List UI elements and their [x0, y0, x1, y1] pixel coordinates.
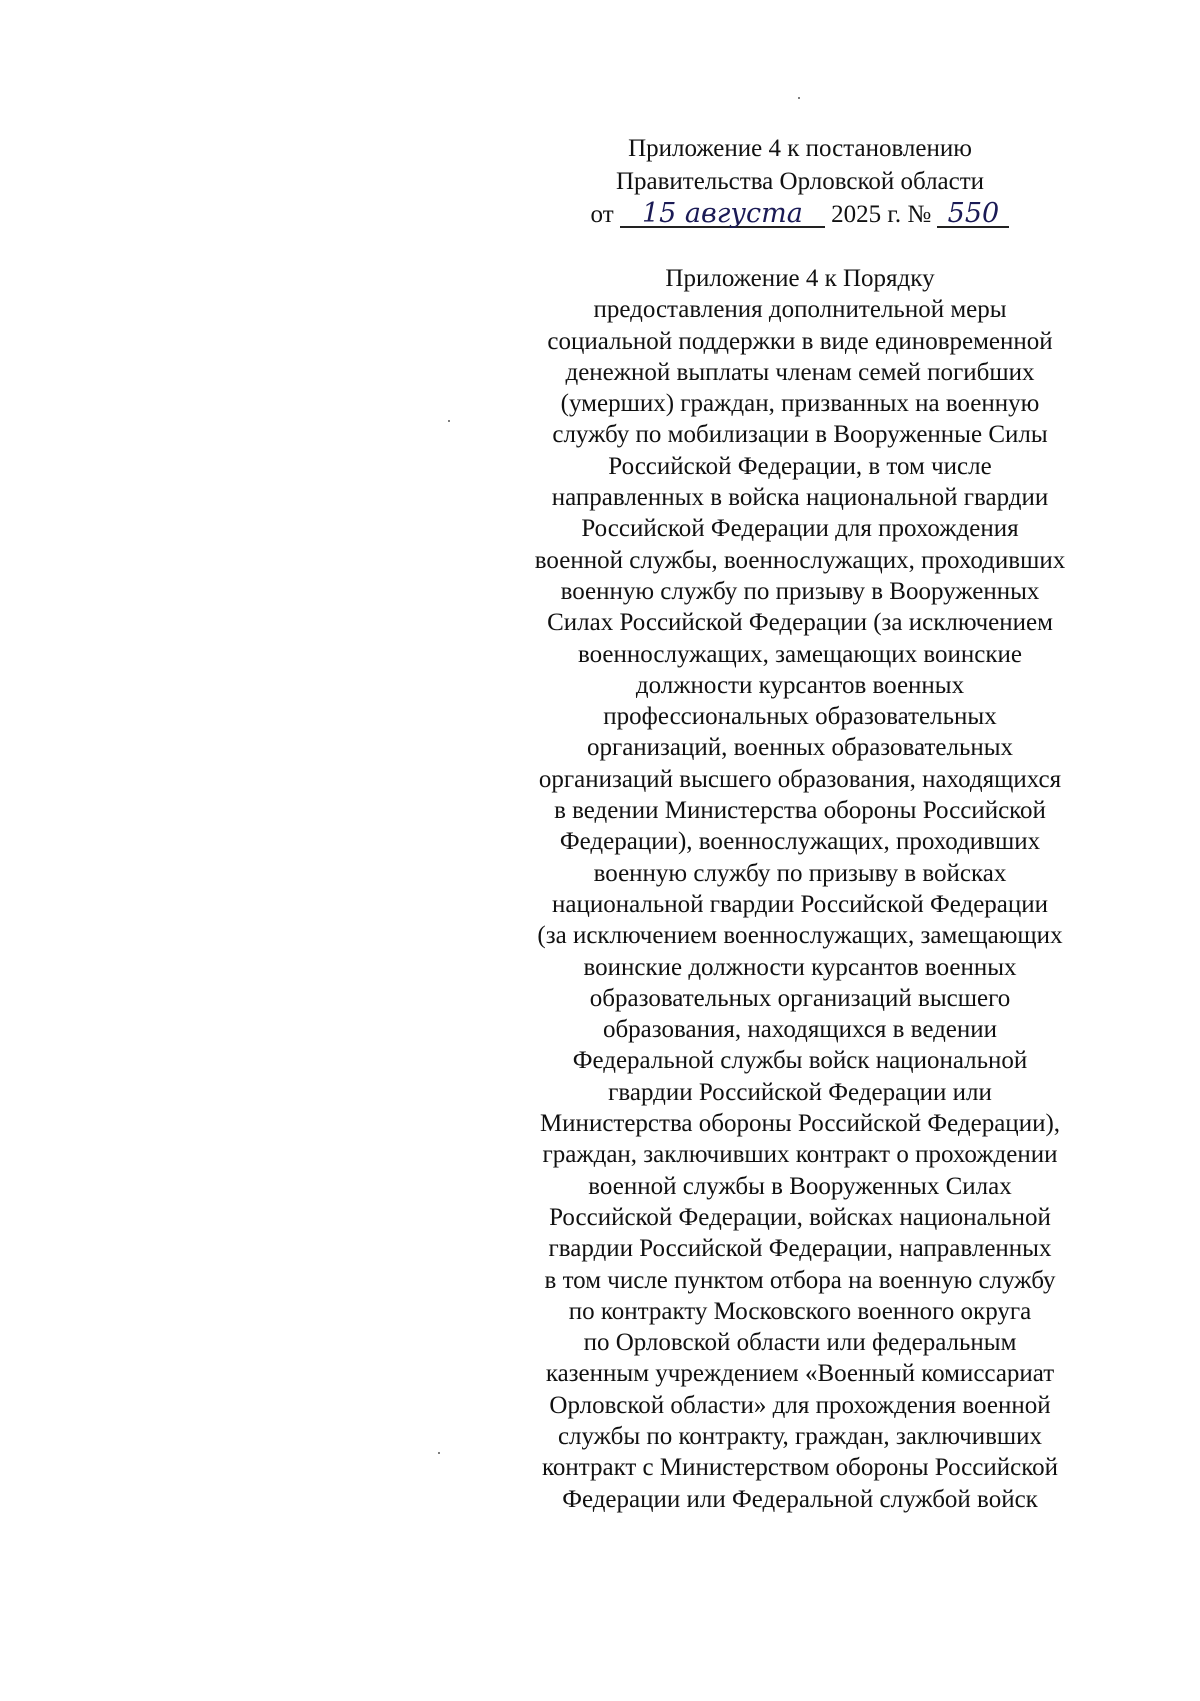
appendix-line: направленных в войска национальной гвардии — [551, 484, 1049, 512]
appendix-line: военной службы в Вооруженных Силах — [588, 1172, 1012, 1200]
scan-speck — [448, 420, 450, 422]
appendix-line: Министерства обороны Российской Федерации), — [539, 1110, 1061, 1138]
appendix-line: службу по мобилизации в Вооруженные Силы — [552, 421, 1048, 449]
handwritten-number: 550 — [937, 202, 1009, 228]
appendix-line: гвардии Российской Федерации, направленных — [548, 1235, 1052, 1263]
appendix-line: военную службу по призыву в Вооруженных — [560, 577, 1040, 605]
appendix-line: Федерации), военнослужащих, проходивших — [559, 828, 1041, 856]
appendix-line: Федерации или Федеральной службой войск — [562, 1485, 1038, 1513]
appendix-line: военнослужащих, замещающих воинские — [577, 640, 1023, 668]
appendix-line: предоставления дополнительной меры — [593, 296, 1007, 324]
appendix-line: Российской Федерации, в том числе — [608, 452, 992, 480]
appendix-line: Российской Федерации для прохождения — [581, 515, 1019, 543]
appendix-line: Российской Федерации, войсках национальной — [549, 1203, 1051, 1231]
year-number-label: 2025 г. № — [831, 201, 932, 228]
appendix-line: военной службы, военнослужащих, проходивших — [534, 546, 1066, 574]
appendix-line: образовательных организаций высшего — [589, 984, 1011, 1012]
appendix-line: Силах Российской Федерации (за исключением — [547, 609, 1053, 637]
header-line-2: Правительства Орловской области — [615, 168, 985, 195]
appendix-line: Федеральной службы войск национальной — [572, 1047, 1028, 1075]
scan-speck — [798, 97, 800, 99]
appendix-line: по контракту Московского военного округа — [568, 1297, 1032, 1325]
appendix-line: денежной выплаты членам семей погибших — [565, 358, 1035, 386]
date-prefix: от — [590, 201, 614, 228]
scan-speck — [438, 1452, 440, 1454]
appendix-line: организаций, военных образовательных — [586, 734, 1014, 762]
appendix-line: образования, находящихся в ведении — [602, 1016, 998, 1044]
appendix-line: военную службу по призыву в войсках — [593, 859, 1007, 887]
appendix-line: граждан, заключивших контракт о прохождении — [542, 1141, 1058, 1169]
appendix-line: организаций высшего образования, находящихся — [538, 765, 1062, 793]
appendix-line: национальной гвардии Российской Федерации — [551, 890, 1049, 918]
appendix-line: по Орловской области или федеральным — [583, 1329, 1017, 1357]
appendix-line: профессиональных образовательных — [603, 703, 997, 731]
appendix-line: должности курсантов военных — [635, 671, 965, 699]
appendix-line: социальной поддержки в виде единовременной — [547, 327, 1053, 355]
appendix-line: в ведении Министерства обороны Российской — [554, 797, 1046, 825]
header-date-line — [560, 198, 1040, 231]
appendix-line: (умерших) граждан, призванных на военную — [560, 390, 1040, 418]
resolution-header — [560, 132, 1040, 231]
appendix-line: воинские должности курсантов военных — [583, 953, 1017, 981]
appendix-line: службы по контракту, граждан, заключивших — [557, 1422, 1043, 1450]
appendix-line: контракт с Министерством обороны Российской — [541, 1454, 1058, 1482]
appendix-line: гвардии Российской Федерации или — [608, 1078, 992, 1106]
appendix-title-block — [500, 263, 1100, 1515]
appendix-line: в том числе пунктом отбора на военную службу — [544, 1266, 1056, 1294]
appendix-line: Приложение 4 к Порядку — [665, 265, 935, 292]
appendix-line: казенным учреждением «Военный комиссариат — [545, 1360, 1055, 1388]
header-line-1: Приложение 4 к постановлению — [628, 135, 972, 162]
appendix-line: (за исключением военнослужащих, замещающих — [537, 922, 1063, 950]
appendix-line: Орловской области» для прохождения военной — [549, 1391, 1051, 1419]
handwritten-date: 15 августа — [620, 202, 825, 228]
